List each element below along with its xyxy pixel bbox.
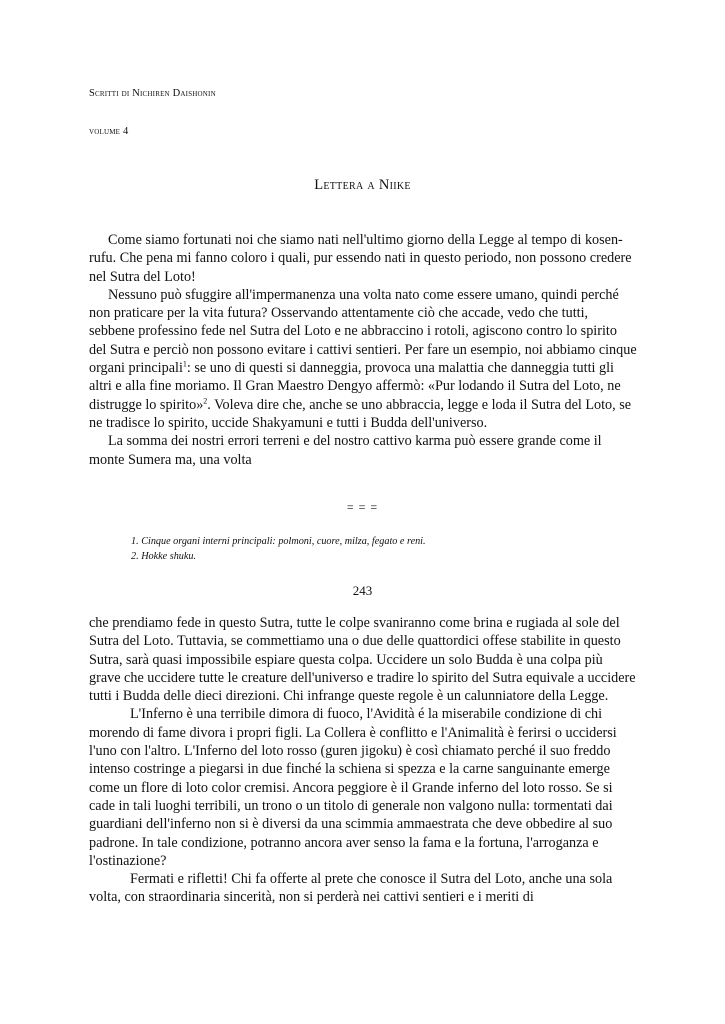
paragraph: Come siamo fortunati noi che siamo nati nell'ultimo giorno della Legge al tempo di kosen-rufu. Che pena mi fanno coloro i quali, pur essendo nati in questo periodo, non possono credere nel Sutra del Loto! xyxy=(89,232,632,285)
paragraph: La somma dei nostri errori terreni e del nostro cattivo karma può essere grande come il monte Sumera ma, una volta xyxy=(89,433,602,468)
paragraph xyxy=(89,286,637,432)
running-header-series: Scritti di Nichiren Daishonin xyxy=(89,88,216,99)
body-text-lower xyxy=(89,614,637,907)
paragraph-text: . Voleva dire che, anche se uno abbraccia, legge e loda il Sutra del Loto, se ne tradisce lo spirito, uccide Shakyamuni e tutti i Budda dell'universo. xyxy=(89,396,632,431)
footnotes xyxy=(131,534,426,564)
page-title: Lettera a Niike xyxy=(314,177,411,193)
paragraph-text: Nessuno può sfuggire all'impermanenza una volta nato come essere umano, quindi perché non praticare per la vita futura? Osservando attentamente ciò che accade, vedo che tutti, sebbene professino fede nel Sutra del Loto e ne abbraccino i rotoli, agiscono contro lo spirito del Sutra e perciò non possono evitare i cattivi sentieri. Per fare un esempio, noi abbiamo cinque organi principali xyxy=(89,286,637,377)
paragraph-text: : se uno di questi si danneggia, provoca una malattia che danneggia tutti gli altri e alla fine moriamo. Il Gran Maestro Dengyo affermò: «Pur lodando il Sutra del Loto, ne distrugge lo spirito» xyxy=(89,360,621,413)
paragraph: Fermati e rifletti! Chi fa offerte al prete che conosce il Sutra del Loto, anche una sola volta, con straordinaria sincerità, non si perderà nei cattivi sentieri e i meriti di xyxy=(89,871,613,906)
page-number: 243 xyxy=(352,583,373,598)
footnote-ref: 2 xyxy=(203,395,208,405)
paragraph: che prendiamo fede in questo Sutra, tutte le colpe svaniranno come brina e rugiada al sole del Sutra del Loto. Tuttavia, se commettiamo una o due delle quattordici offese stabilite in questo Sutra, sarà quasi impossibile espiare questa colpa. Uccidere un solo Budda è una colpa più grave che uccidere tutte le creature dell'universo e tradire lo spirito del Sutra equivale a uccidere tutti i Budda delle dieci direzioni. Chi infrange queste regole è un calunniatore della Legge. xyxy=(89,615,636,705)
paragraph: L'Inferno è una terribile dimora di fuoco, l'Avidità é la miserabile condizione di chi morendo di fame divora i propri figli. La Collera è conflitto e l'Animalità è ferirsi o uccidersi l'uno con l'altro. L'Inferno del loto rosso (guren jigoku) è così chiamato perché il suo freddo intenso costringe a piegarsi in due finché la schiena si spezza e la carne sanguinante emerge come un flore di loto color cremisi. Ancora peggiore è il Grande inferno del loto rosso. Se si cade in tali luoghi terribili, un trono o un titolo di generale non valgono nulla: tormentati dai guardiani dell'inferno non si è diversi da una scimmia ammaestrata che deve obbedire al suo padrone. In tale condizione, potranno ancora aver senso la fama e la fortuna, l'arroganza e l'ostinazione? xyxy=(89,706,617,869)
footnote-ref: 1 xyxy=(182,359,187,369)
footnote: 2. Hokke shuku. xyxy=(131,551,197,562)
footnote: 1. Cinque organi interni principali: polmoni, cuore, milza, fegato e reni. xyxy=(131,536,426,547)
running-header-volume: volume 4 xyxy=(89,126,129,137)
body-text-upper xyxy=(89,231,637,469)
section-separator: = = = xyxy=(346,500,379,514)
